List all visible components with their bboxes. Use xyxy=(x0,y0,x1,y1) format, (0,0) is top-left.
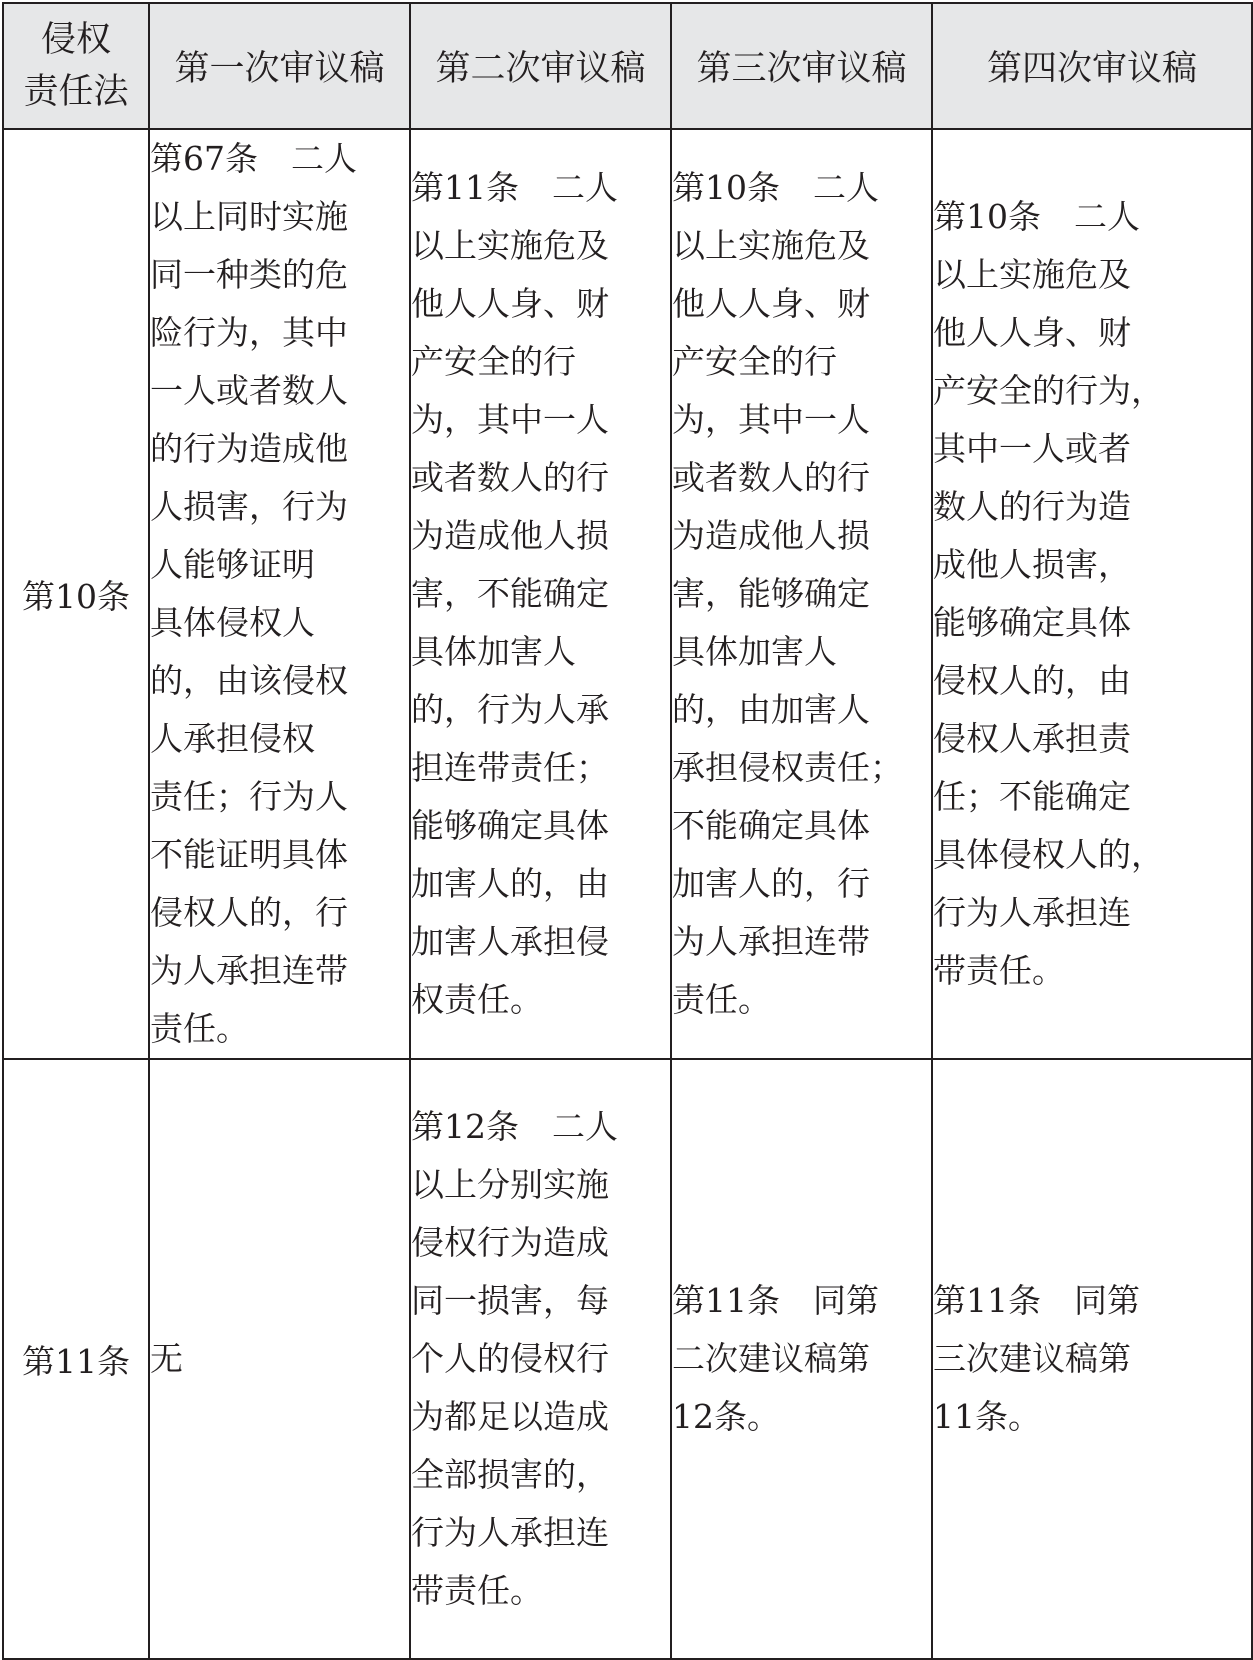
text-line: 为，其中一人 xyxy=(672,400,870,439)
text-line: 责任；行为人 xyxy=(150,777,348,816)
text-line: 三次建议稿第 xyxy=(933,1339,1131,1378)
text-line: 害，能够确定 xyxy=(672,574,870,613)
text-line: 责任。 xyxy=(150,1009,249,1048)
header-law-name xyxy=(3,3,149,129)
text-line: 为造成他人损 xyxy=(672,516,870,555)
text-line: 责任。 xyxy=(672,980,771,1019)
cell-draft-3 xyxy=(671,1059,932,1659)
text-line: 同一种类的危 xyxy=(150,255,348,294)
text-line: 第11条 二人 xyxy=(411,168,618,207)
cell-draft-4 xyxy=(932,1059,1252,1659)
text-line: 数人的行为造 xyxy=(933,487,1131,526)
text-line: 或者数人的行 xyxy=(672,458,870,497)
text-line: 侵权人的，行 xyxy=(150,893,348,932)
text-line: 第67条 二人 xyxy=(150,139,357,178)
text-line: 同一损害，每 xyxy=(411,1281,609,1320)
text-line: 险行为，其中 xyxy=(150,313,348,352)
text-line: 的行为造成他 xyxy=(150,429,348,468)
row-label: 第11条 xyxy=(3,1059,149,1659)
text-line: 担连带责任； xyxy=(411,748,609,787)
cell-draft-4 xyxy=(932,129,1252,1059)
text-line: 行为人承担连 xyxy=(933,893,1131,932)
text-line: 产安全的行 xyxy=(672,342,837,381)
table-row xyxy=(3,1059,1252,1659)
text-line: 具体加害人 xyxy=(672,632,837,671)
text-line: 加害人的，由 xyxy=(411,864,609,903)
header-line: 侵权 xyxy=(40,20,111,60)
text-line: 他人人身、财 xyxy=(411,284,609,323)
text-line: 个人的侵权行 xyxy=(411,1339,609,1378)
text-line: 第11条 同第 xyxy=(672,1281,879,1320)
text-line: 人能够证明 xyxy=(150,545,315,584)
text-line: 的，行为人承 xyxy=(411,690,609,729)
cell-draft-2 xyxy=(410,1059,671,1659)
text-line: 加害人承担侵 xyxy=(411,922,609,961)
text-line: 或者数人的行 xyxy=(411,458,609,497)
cell-draft-1 xyxy=(149,1059,410,1659)
row-label: 第10条 xyxy=(3,129,149,1059)
text-line: 能够确定具体 xyxy=(411,806,609,845)
header-draft-3: 第三次审议稿 xyxy=(671,3,932,129)
text-line: 人承担侵权 xyxy=(150,719,315,758)
text-line: 12条。 xyxy=(672,1397,780,1436)
text-line: 具体加害人 xyxy=(411,632,576,671)
text-line: 侵权人承担责 xyxy=(933,719,1131,758)
comparison-table xyxy=(2,2,1253,1660)
header-row xyxy=(3,3,1252,129)
text-line: 产安全的行为， xyxy=(933,371,1164,410)
text-line: 的，由加害人 xyxy=(672,690,870,729)
text-line: 权责任。 xyxy=(411,980,543,1019)
text-line: 为造成他人损 xyxy=(411,516,609,555)
text-line: 侵权人的，由 xyxy=(933,661,1131,700)
text-line: 二次建议稿第 xyxy=(672,1339,870,1378)
text-line: 一人或者数人 xyxy=(150,371,348,410)
text-line: 成他人损害， xyxy=(933,545,1131,584)
header-line: 责任法 xyxy=(23,72,129,112)
text-line: 他人人身、财 xyxy=(672,284,870,323)
text-line: 害，不能确定 xyxy=(411,574,609,613)
text-line: 以上实施危及 xyxy=(672,226,870,265)
text-line: 第10条 二人 xyxy=(672,168,879,207)
text-line: 为人承担连带 xyxy=(150,951,348,990)
text-line: 人损害，行为 xyxy=(150,487,348,526)
text-line: 第10条 二人 xyxy=(933,197,1140,236)
text-line: 全部损害的， xyxy=(411,1455,609,1494)
text-line: 加害人的，行 xyxy=(672,864,870,903)
text-line: 无 xyxy=(150,1339,183,1378)
text-line: 他人人身、财 xyxy=(933,313,1131,352)
text-line: 为人承担连带 xyxy=(672,922,870,961)
text-line: 带责任。 xyxy=(933,951,1065,990)
text-line: 不能证明具体 xyxy=(150,835,348,874)
cell-draft-1 xyxy=(149,129,410,1059)
text-line: 为都足以造成 xyxy=(411,1397,609,1436)
text-line: 不能确定具体 xyxy=(672,806,870,845)
text-line: 11条。 xyxy=(933,1397,1041,1436)
header-draft-4: 第四次审议稿 xyxy=(932,3,1252,129)
text-line: 以上实施危及 xyxy=(411,226,609,265)
header-draft-2: 第二次审议稿 xyxy=(410,3,671,129)
text-line: 能够确定具体 xyxy=(933,603,1131,642)
header-draft-1: 第一次审议稿 xyxy=(149,3,410,129)
cell-draft-2 xyxy=(410,129,671,1059)
text-line: 第11条 同第 xyxy=(933,1281,1140,1320)
cell-draft-3 xyxy=(671,129,932,1059)
text-line: 带责任。 xyxy=(411,1571,543,1610)
text-line: 任；不能确定 xyxy=(933,777,1131,816)
table-row xyxy=(3,129,1252,1059)
text-line: 产安全的行 xyxy=(411,342,576,381)
text-line: 第12条 二人 xyxy=(411,1107,618,1146)
text-line: 行为人承担连 xyxy=(411,1513,609,1552)
text-line: 以上同时实施 xyxy=(150,197,348,236)
text-line: 为，其中一人 xyxy=(411,400,609,439)
text-line: 具体侵权人的， xyxy=(933,835,1164,874)
text-line: 以上实施危及 xyxy=(933,255,1131,294)
text-line: 具体侵权人 xyxy=(150,603,315,642)
text-line: 承担侵权责任； xyxy=(672,748,903,787)
text-line: 以上分别实施 xyxy=(411,1165,609,1204)
text-line: 侵权行为造成 xyxy=(411,1223,609,1262)
text-line: 的，由该侵权 xyxy=(150,661,348,700)
text-line: 其中一人或者 xyxy=(933,429,1131,468)
